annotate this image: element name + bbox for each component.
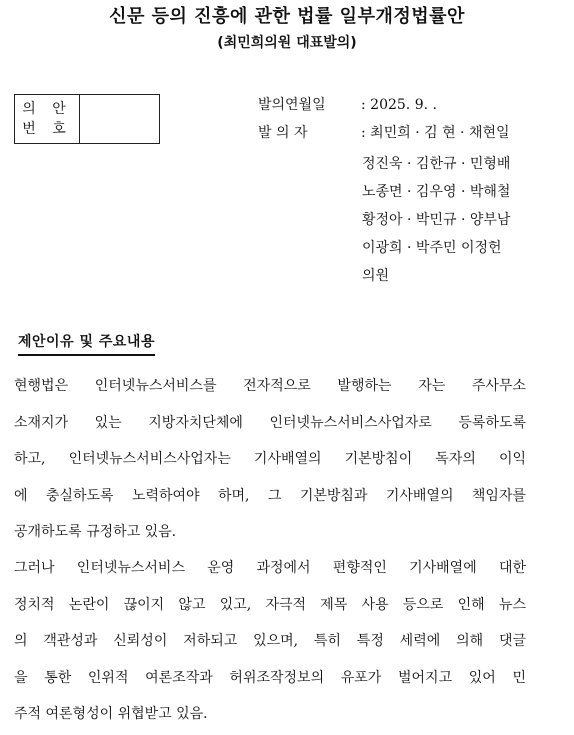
- sponsors-line-6: 의원: [362, 268, 390, 284]
- bill-number-label-line1: 의 안: [22, 101, 72, 117]
- paragraph-1-line: 소재지가 있는 지방자치단체에 인터넷뉴스서비스사업자로 등록하도록: [14, 414, 526, 431]
- sponsors-line-4: 황정아 · 박민규 · 양부남: [362, 212, 511, 228]
- bill-number-value: [80, 95, 159, 143]
- paragraph-2-line: 을 통한 인위적 여론조작과 허위조작정보의 유포가 벌어지고 있어 민: [14, 669, 526, 686]
- paragraph-1-line: 하고, 인터넷뉴스서비스사업자는 기사배열의 기본방침이 독자의 이익: [14, 451, 526, 467]
- paragraph-1-line: 현행법은 인터넷뉴스서비스를 전자적으로 발행하는 자는 주사무소: [14, 378, 526, 394]
- bill-subtitle: (최민희의원 대표발의): [217, 35, 357, 51]
- paragraph-1-line: 공개하도록 규정하고 있음.: [14, 524, 177, 540]
- paragraph-2-line: 그러나 인터넷뉴스서비스 운영 과정에서 편향적인 기사배열에 대한: [14, 560, 526, 576]
- paragraph-1: [14, 368, 526, 551]
- proposal-date-value: : 2025. 9. .: [361, 97, 437, 113]
- sponsors-line-2: 정진욱 · 김한규 · 민형배: [362, 156, 511, 172]
- bill-title: 신문 등의 진흥에 관한 법률 일부개정법률안: [109, 6, 465, 27]
- paragraph-2: [14, 550, 526, 733]
- bill-number-box: [14, 94, 160, 144]
- paragraph-1-line: 에 충실하도록 노력하여야 하며, 그 기본방침과 기사배열의 책임자를: [14, 487, 526, 504]
- proposal-date-key: 발의연월일: [258, 97, 326, 113]
- sponsors-key: 발 의 자: [258, 125, 308, 141]
- section-heading: 제안이유 및 주요내용: [18, 331, 155, 356]
- bill-number-label-line2: 번 호: [22, 121, 72, 137]
- bill-number-label: [15, 95, 80, 143]
- sponsors-line-3: 노종면 · 김우영 · 박해철: [362, 184, 511, 200]
- sponsors-list: [362, 122, 510, 290]
- paragraph-2-line: 주적 여론형성이 위협받고 있음.: [14, 706, 208, 722]
- paragraph-2-line: 의 객관성과 신뢰성이 저하되고 있으며, 특히 특정 세력에 의해 댓글: [14, 633, 526, 649]
- sponsors-line-1: : 최민희 · 김 현 · 채현일: [361, 125, 510, 141]
- proposal-date-row: [258, 94, 437, 114]
- sponsors-line-5: 이광희 · 박주민 이정헌: [362, 240, 502, 256]
- paragraph-2-line: 정치적 논란이 끊이지 않고 있고, 자극적 제목 사용 등으로 인해 뉴스: [14, 596, 526, 613]
